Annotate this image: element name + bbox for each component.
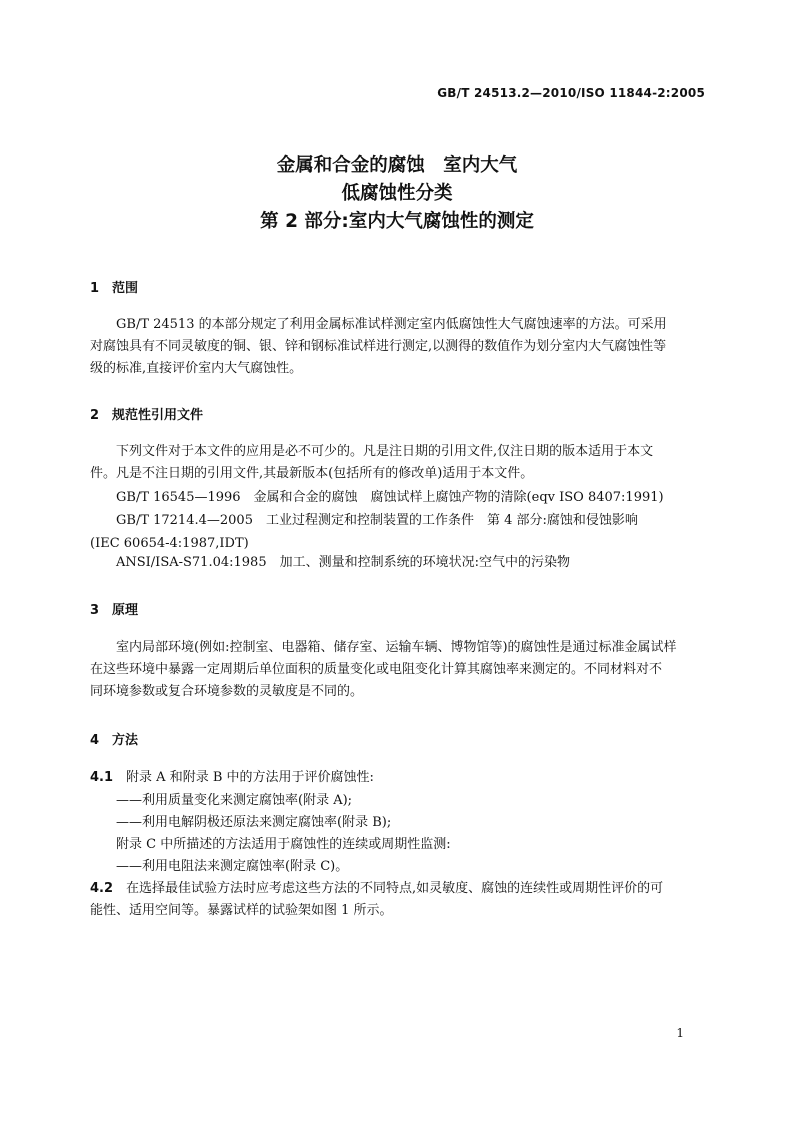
clause-number: 4.2 [90,881,114,896]
text-line: 下列文件对于本文件的应用是必不可少的。凡是注日期的引用文件,仅注日期的版本适用于本文 [116,444,654,459]
page-number: 1 [676,1026,684,1040]
section-1-heading: 1 范围 [90,281,139,296]
section-1-paragraph [90,314,706,380]
text-line: 对腐蚀具有不同灵敏度的铜、银、锌和钢标准试样进行测定,以测得的数值作为划分室内大气腐蚀性等 [90,339,667,354]
clause-4-2 [90,878,706,922]
list-item: ——利用质量变化来测定腐蚀率(附录 A); [116,793,353,808]
section-4-heading: 4 方法 [90,733,139,748]
section-2-heading: 2 规范性引用文件 [90,408,204,423]
text-line: 级的标准,直接评价室内大气腐蚀性。 [90,361,303,376]
section-3-paragraph [90,637,706,703]
text-line: GB/T 24513 的本部分规定了利用金属标准试样测定室内低腐蚀性大气腐蚀速率的方法。可采用 [116,317,667,332]
list-item: ——利用电解阴极还原法来测定腐蚀率(附录 B); [116,815,392,830]
reference-gbt17214-line1: GB/T 17214.4—2005 工业过程测定和控制装置的工作条件 第 4 部分:腐蚀和侵蚀影响 [116,513,638,528]
section-3-heading: 3 原理 [90,603,139,618]
reference-gbt17214-line2: (IEC 60654-4:1987,IDT) [90,536,249,551]
text-line: 件。凡是不注日期的引用文件,其最新版本(包括所有的修改单)适用于本文件。 [90,466,534,481]
reference-ansi-isa: ANSI/ISA-S71.04:1985 加工、测量和控制系统的环境状况:空气中的污染物 [116,555,570,570]
text-line: 同环境参数或复合环境参数的灵敏度是不同的。 [90,684,364,699]
clause-number: 4.1 [90,770,114,785]
section-2-paragraph [90,441,706,485]
clause-note: 附录 C 中所描述的方法适用于腐蚀性的连续或周期性监测: [116,837,451,852]
clause-4-1 [90,767,374,789]
text-line: 能性、适用空间等。暴露试样的试验架如图 1 所示。 [90,903,393,918]
title-line-1: 金属和合金的腐蚀 室内大气 [276,155,518,176]
text-line: 室内局部环境(例如:控制室、电器箱、储存室、运输车辆、博物馆等)的腐蚀性是通过标准金属试样 [116,640,677,655]
title-line-3: 第 2 部分:室内大气腐蚀性的测定 [260,211,534,232]
clause-text: 附录 A 和附录 B 中的方法用于评价腐蚀性: [126,770,374,785]
text-line [90,878,706,900]
reference-gbt16545: GB/T 16545—1996 金属和合金的腐蚀 腐蚀试样上腐蚀产物的清除(eqv ISO 8407:1991) [116,490,664,505]
clause-text: 在选择最佳试验方法时应考虑这些方法的不同特点,如灵敏度、腐蚀的连续性或周期性评价的可 [126,881,664,896]
list-item: ——利用电阻法来测定腐蚀率(附录 C)。 [116,859,349,874]
document-title [0,152,794,236]
title-line-2: 低腐蚀性分类 [341,183,453,204]
standard-number: GB/T 24513.2—2010/ISO 11844-2:2005 [437,86,705,100]
text-line: 在这些环境中暴露一定周期后单位面积的质量变化或电阻变化计算其腐蚀率来测定的。不同材料对不 [90,662,663,677]
